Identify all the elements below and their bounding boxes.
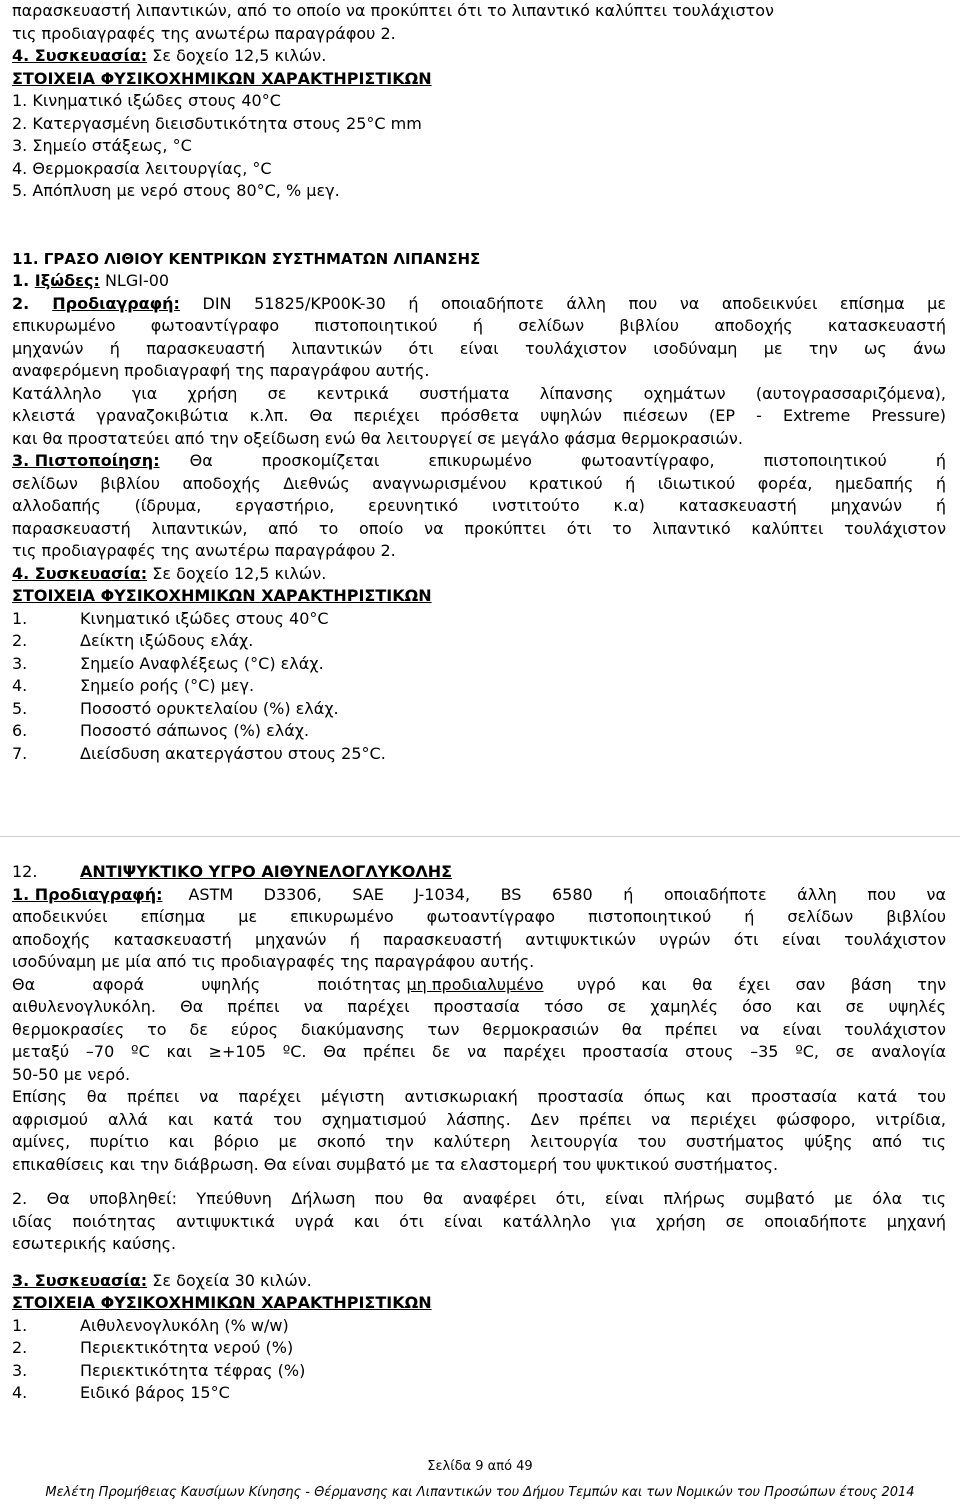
viscosity-value: NLGI-00 <box>99 271 170 290</box>
text-line: αφρισμού αλλά και κατά του σχηματισμού λάσπης. Δεν πρέπει να περιέχει φώσφορο, νιτρίδια, <box>12 1109 946 1129</box>
text-line: αποδεικνύει επίσημα με επικυρωμένο φωτοαντίγραφο πιστοποιητικού ή σελίδων βιβλίου <box>12 907 946 926</box>
item-number: 1. <box>12 271 35 290</box>
page-number: Σελίδα 9 από 49 <box>427 1459 533 1474</box>
spec-line <box>12 293 946 316</box>
text-line: επικαθίσεις και την διάβρωση. Θα είναι συμβατό με τα ελαστομερή του ψυκτικού συστήματος. <box>12 1154 779 1174</box>
physchem-heading: ΣΤΟΙΧΕΙΑ ΦΥΣΙΚΟΧΗΜΙΚΩΝ ΧΑΡΑΚΤΗΡΙΣΤΙΚΩΝ <box>12 68 432 88</box>
item-number: 4. <box>12 1383 28 1402</box>
text-line: παρασκευαστή λιπαντικών, από το οποίο να προκύπτει ότι το λιπαντικό καλύπτει τουλάχιστον <box>12 518 946 538</box>
text-span: Θα αφορά υψηλής ποιότητας <box>12 974 407 994</box>
item-text: Ποσοστό σάπωνος (%) ελάχ. <box>80 721 310 740</box>
text-line: Επίσης θα πρέπει να παρέχει μέγιστη αντισκωριακή προστασία όπως και προστασία κατά του <box>12 1087 946 1106</box>
packaging-value: Σε δοχεία 30 κιλών. <box>147 1270 312 1290</box>
quality-line <box>12 974 946 997</box>
item-text: Περιεκτικότητα νερού (%) <box>80 1338 294 1357</box>
undiluted-term: μη προδιαλυμένο <box>406 974 544 994</box>
item-text: Ειδικό βάρος 15°C <box>80 1383 230 1402</box>
list-item <box>12 743 946 766</box>
item-number: 5. <box>12 698 28 718</box>
text-line: εσωτερικής καύσης. <box>12 1234 177 1253</box>
text-span: υγρό και θα έχει σαν βάση την <box>551 974 947 994</box>
item-text: Αιθυλενογλυκόλη (% w/w) <box>80 1315 289 1335</box>
item-number: 7. <box>12 743 28 763</box>
footer-title: Μελέτη Προμήθειας Καυσίμων Κίνησης - Θέρμανσης και Λιπαντικών του Δήμου Τεμπών και των Νομικών του Προσώπων έτους 2014 <box>45 1485 915 1500</box>
section-12-title: ΑΝΤΙΨΥΚΤΙΚΟ ΥΓΡΟ ΑΙΘΥΝΕΛΟΓΛΥΚΟΛΗΣ <box>80 862 453 881</box>
text-line: αποδοχής κατασκευαστή μηχανών ή παρασκευαστή αντιψυκτικών υγρών ότι είναι τουλάχιστον <box>12 929 946 949</box>
text-line: 2. Θα υποβληθεί: Υπεύθυνη Δήλωση που θα αναφέρει ότι, είναι πλήρως συμβατό με όλα τις <box>12 1189 946 1208</box>
list-item <box>12 630 946 653</box>
section-number: 12. <box>12 862 38 881</box>
item-number: 3. <box>12 1360 28 1380</box>
list-item: 4. Θερμοκρασία λειτουργίας, °C <box>12 158 272 178</box>
item-text: Σημείο ροής (°C) μεγ. <box>80 676 255 695</box>
item-number: 4. <box>12 676 28 695</box>
spec-label: 1. Προδιαγραφή: <box>12 884 163 904</box>
item-text: Σημείο Αναφλέξεως (°C) ελάχ. <box>80 653 324 673</box>
list-item <box>12 1315 946 1338</box>
item-number: 3. <box>12 653 28 673</box>
text-line: μηχανών ή παρασκευαστή λιπαντικών ότι είναι τουλάχιστον ισοδύναμη με την ως άνω <box>12 338 946 358</box>
text-line: ισοδύναμη με μία από τις προδιαγραφές της παραγράφου αυτής. <box>12 952 535 971</box>
text-line: παρασκευαστή λιπαντικών, από το οποίο να προκύπτει ότι το λιπαντικό καλύπτει τουλάχιστον <box>12 1 774 20</box>
packaging-value: Σε δοχείο 12,5 κιλών. <box>147 46 327 65</box>
list-item <box>12 608 946 631</box>
physchem-heading: ΣΤΟΙΧΕΙΑ ΦΥΣΙΚΟΧΗΜΙΚΩΝ ΧΑΡΑΚΤΗΡΙΣΤΙΚΩΝ <box>12 1293 432 1312</box>
item-number: 6. <box>12 721 28 740</box>
text-line: αιθυλενογλυκόλη. Θα πρέπει να παρέχει προστασία τόσο σε χαμηλές όσο και σε υψηλές <box>12 997 946 1016</box>
packaging-line <box>12 563 946 586</box>
text-line: κλειστά γραναζοκιβώτια κ.λπ. Θα περιέχει πρόσθετα υψηλών πιέσεων (EP - Extreme Pressure) <box>12 406 946 425</box>
list-item <box>12 1360 946 1383</box>
section-divider <box>0 836 960 837</box>
packaging-line <box>12 1270 946 1293</box>
spec-text: DIN 51825/KP00K-30 ή οποιαδήποτε άλλη που να αποδεικνύει επίσημα με <box>179 293 947 313</box>
text-line: αναφερόμενη προδιαγραφή της παραγράφου αυτής. <box>12 361 430 380</box>
certification-line <box>12 450 946 473</box>
list-item <box>12 1382 946 1405</box>
item-number: 2. <box>12 1338 28 1357</box>
text-line: αμίνες, πυρίτιο και βόριο με σκοπό την καλύτερη λειτουργία του συστήματος ψύξης από τις <box>12 1132 946 1151</box>
physchem-heading: ΣΤΟΙΧΕΙΑ ΦΥΣΙΚΟΧΗΜΙΚΩΝ ΧΑΡΑΚΤΗΡΙΣΤΙΚΩΝ <box>12 586 432 605</box>
spec-label: Προδιαγραφή: <box>52 293 180 313</box>
item-text: Περιεκτικότητα τέφρας (%) <box>80 1360 306 1380</box>
item-number: 2. <box>12 631 28 650</box>
text-line: μεταξύ –70 ºC και ≥+105 ºC. Θα πρέπει δε να παρέχει προστασία στους –35 ºC, σε αναλογία <box>12 1042 946 1061</box>
packaging-label: 4. Συσκευασία: <box>12 563 148 583</box>
list-item <box>12 720 946 743</box>
text-line: επικυρωμένο φωτοαντίγραφο πιστοποιητικού ή σελίδων βιβλίου αποδοχής κατασκευαστή <box>12 316 946 335</box>
viscosity-line <box>12 270 946 293</box>
item-text: Δείκτη ιξώδους ελάχ. <box>80 631 254 650</box>
item-text: Διείσδυση ακατεργάστου στους 25°C. <box>80 743 386 763</box>
text-line: 50-50 με νερό. <box>12 1064 131 1084</box>
text-line: σελίδων βιβλίου αποδοχής Διεθνώς αναγνωρισμένου κρατικού ή ιδιωτικού φορέα, ημεδαπής ή <box>12 473 946 493</box>
list-item: 5. Απόπλυση με νερό στους 80°C, % μεγ. <box>12 181 340 200</box>
text-line: αλλοδαπής (ίδρυμα, εργαστήριο, ερευνητικό ινστιτούτο κ.α) κατασκευαστή μηχανών ή <box>12 496 946 515</box>
item-number: 2. <box>12 293 53 313</box>
text-line: τις προδιαγραφές της ανωτέρω παραγράφου 2. <box>12 541 396 560</box>
spec-line <box>12 884 946 907</box>
section-12-title-line <box>12 861 946 884</box>
section-12 <box>12 861 946 1405</box>
text-line: τις προδιαγραφές της ανωτέρω παραγράφου 2. <box>12 23 396 43</box>
item-number: 1. <box>12 1315 28 1335</box>
packaging-value: Σε δοχείο 12,5 κιλών. <box>147 563 327 583</box>
text-line: και θα προστατεύει από την οξείδωση ενώ θα λειτουργεί σε μεγάλο φάσμα θερμοκρασιών. <box>12 428 743 448</box>
spec-text: ASTM D3306, SAE J-1034, BS 6580 ή οποιαδήποτε άλλη που να <box>188 884 946 904</box>
section-11-title: 11. ΓΡΑΣΟ ΛΙΘΙΟΥ ΚΕΝΤΡΙΚΩΝ ΣΥΣΤΗΜΑΤΩΝ ΛΙΠΑΝΣΗΣ <box>12 249 481 268</box>
certification-text: Θα προσκομίζεται επικυρωμένο φωτοαντίγραφο, πιστοποιητικού ή <box>189 451 946 470</box>
item-number: 1. <box>12 608 28 628</box>
text-line: Κατάλληλο για χρήση σε κεντρικά συστήματα λίπανσης οχημάτων (αυτογρασσαριζόμενα), <box>12 383 946 403</box>
packaging-line <box>12 45 946 68</box>
list-item <box>12 675 946 698</box>
list-item <box>12 1337 946 1360</box>
certification-label: 3. Πιστοποίηση: <box>12 451 160 470</box>
list-item <box>12 653 946 676</box>
list-item: 3. Σημείο στάξεως, °C <box>12 136 192 155</box>
text-line: θερμοκρασίες το δε εύρος διακύμανσης των θερμοκρασιών θα πρέπει να είναι τουλάχιστον <box>12 1019 946 1039</box>
viscosity-label: Ιξώδες: <box>34 271 100 290</box>
packaging-label: 4. Συσκευασία: <box>12 46 148 65</box>
item-text: Κινηματικό ιξώδες στους 40°C <box>80 608 329 628</box>
intro-section <box>12 0 946 765</box>
list-item: 2. Κατεργασμένη διεισδυτικότητα στους 25°C mm <box>12 113 422 133</box>
text-line: ιδίας ποιότητας αντιψυκτικά υγρά και ότι είναι κατάλληλο για χρήση σε οποιαδήποτε μηχανή <box>12 1211 946 1231</box>
item-text: Ποσοστό ορυκτελαίου (%) ελάχ. <box>80 698 339 718</box>
packaging-label: 3. Συσκευασία: <box>12 1270 148 1290</box>
list-item: 1. Κινηματικό ιξώδες στους 40°C <box>12 91 281 110</box>
list-item <box>12 698 946 721</box>
